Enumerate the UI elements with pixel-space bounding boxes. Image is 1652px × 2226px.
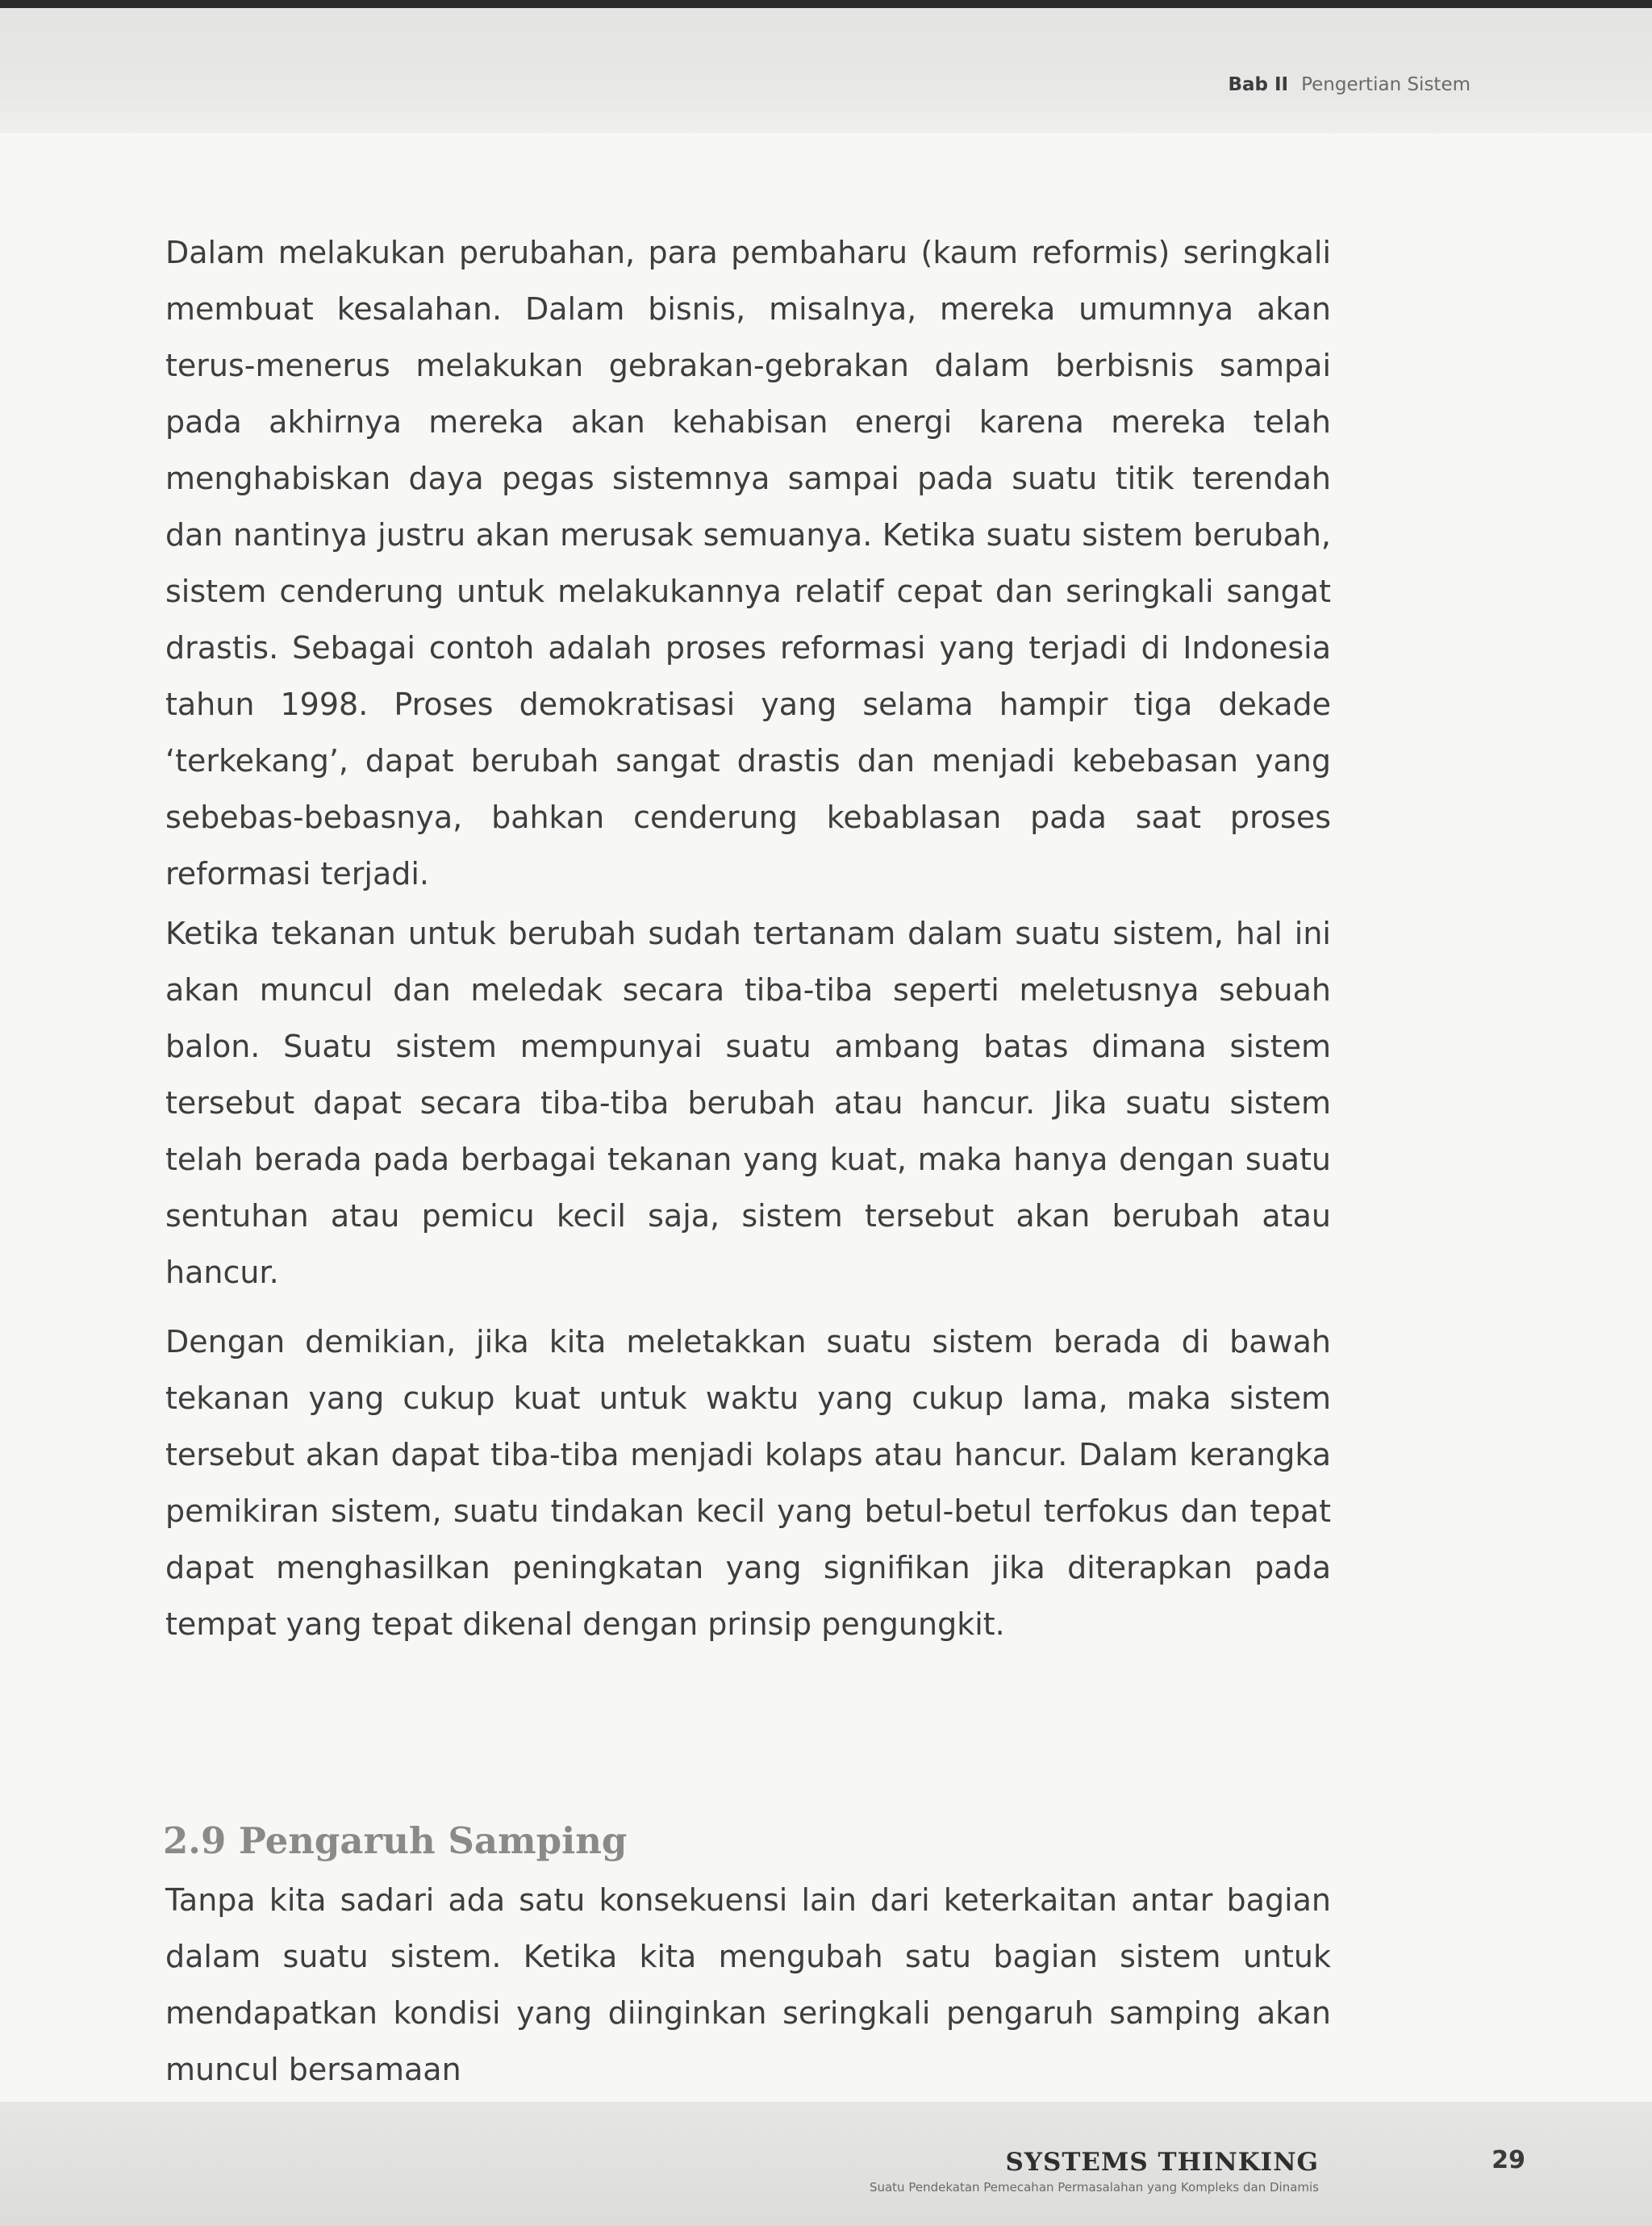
paragraph-2: Ketika tekanan untuk berubah sudah tertanam dalam suatu sistem, hal ini akan muncul dan meledak secara tiba-tiba seperti meletusnya sebuah balon. Suatu sistem mempunyai suatu ambang batas dimana sistem tersebut dapat secara tiba-tiba berubah atau hancur. Jika suatu sistem telah berada pada berbagai tekanan yang kuat, maka hanya dengan suatu sentuhan atau pemicu kecil saja, sistem tersebut akan berubah atau hancur. bbox=[165, 916, 1331, 1290]
book-title: SYSTEMS THINKING bbox=[1005, 2148, 1319, 2177]
bottom-margin bbox=[0, 2102, 1652, 2226]
top-margin bbox=[0, 0, 1652, 133]
chapter-title: Pengertian Sistem bbox=[1301, 74, 1471, 95]
page-number: 29 bbox=[1491, 2146, 1525, 2174]
section-paragraph: Tanpa kita sadari ada satu konsekuensi lain dari keterkaitan antar bagian dalam suatu sistem. Ketika kita mengubah satu bagian sistem untuk mendapatkan kondisi yang diinginkan seringkali pengaruh samping akan muncul bersamaan bbox=[165, 1882, 1331, 2087]
chapter-label: Bab II bbox=[1228, 74, 1289, 95]
book-subtitle: Suatu Pendekatan Pemecahan Permasalahan yang Kompleks dan Dinamis bbox=[869, 2180, 1319, 2195]
scan-edge bbox=[0, 0, 1652, 8]
paragraph-1: Dalam melakukan perubahan, para pembaharu (kaum reformis) seringkali membuat kesalahan. Dalam bisnis, misalnya, mereka umumnya akan terus-menerus melakukan gebrakan-gebrakan dalam berbisnis sampai pada akhirnya mereka akan kehabisan energi karena mereka telah menghabiskan daya pegas sistemnya sampai pada suatu titik terendah dan nantinya justru akan merusak semuanya. Ketika suatu sistem berubah, sistem cenderung untuk melakukannya relatif cepat dan seringkali sangat drastis. Sebagai contoh adalah proses reformasi yang terjadi di Indonesia tahun 1998. Proses demokratisasi yang selama hampir tiga dekade ‘terkekang’, dapat berubah sangat drastis dan menjadi kebebasan yang sebebas-bebasnya, bahkan cenderung kebablasan pada saat proses reformasi terjadi. bbox=[165, 235, 1331, 892]
section-heading: 2.9 Pengaruh Samping bbox=[163, 1819, 628, 1862]
paragraph-3: Dengan demikian, jika kita meletakkan suatu sistem berada di bawah tekanan yang cukup kuat untuk waktu yang cukup lama, maka sistem tersebut akan dapat tiba-tiba menjadi kolaps atau hancur. Dalam kerangka pemikiran sistem, suatu tindakan kecil yang betul-betul terfokus dan tepat dapat menghasilkan peningkatan yang signifikan jika diterapkan pada tempat yang tepat dikenal dengan prinsip pengungkit. bbox=[165, 1324, 1331, 1642]
running-head bbox=[1228, 74, 1471, 95]
